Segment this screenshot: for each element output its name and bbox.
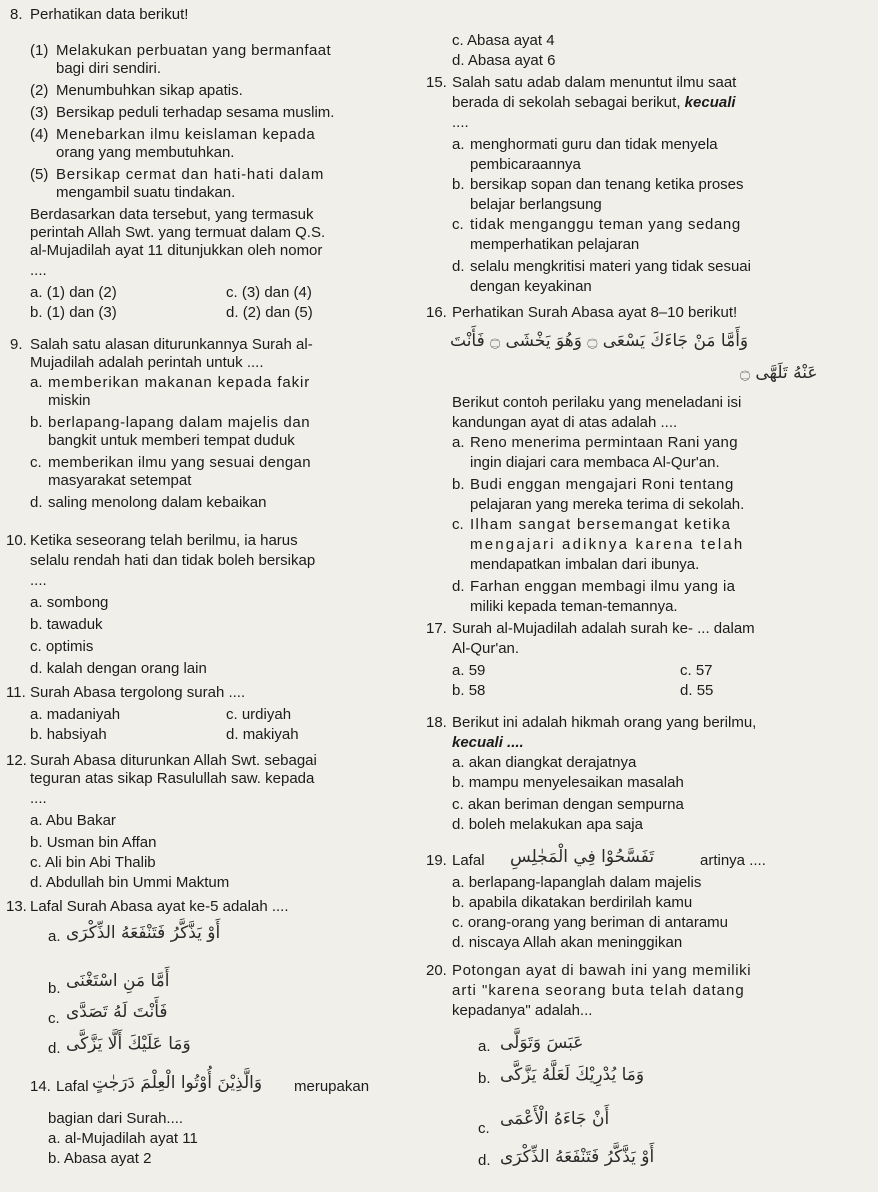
q16-option-c-2: mengajari adiknya karena telah xyxy=(470,536,745,553)
q10-option-b[interactable]: b. tawaduk xyxy=(30,616,103,633)
q16-option-a-letter[interactable]: a. xyxy=(452,434,465,451)
q8-option-c[interactable]: c. (3) dan (4) xyxy=(226,284,312,301)
q18-kecuali: kecuali .... xyxy=(452,734,524,751)
q15-option-d-letter[interactable]: d. xyxy=(452,258,465,275)
q16-arabic-line1: وَأَمَّا مَنْ جَاءَكَ يَسْعَى ۝ وَهُوَ يَخْشَى ۝ فَأَنْتَ xyxy=(450,331,749,351)
q14-suffix: merupakan xyxy=(294,1078,370,1095)
q15-option-a-2: pembicaraannya xyxy=(470,156,581,173)
q19-arabic: تَفَسَّحُوْا فِي الْمَجٰلِسِ xyxy=(510,847,655,867)
q14-option-a[interactable]: a. al-Mujadilah ayat 11 xyxy=(48,1130,198,1147)
q15-option-c-2: memperhatikan pelajaran xyxy=(470,236,640,253)
q16-option-b[interactable]: Budi enggan mengajari Roni tentang xyxy=(470,476,734,493)
q14-option-d[interactable]: d. Abasa ayat 6 xyxy=(452,52,556,69)
q13-option-b-arabic[interactable]: أَمَّا مَنِ اسْتَغْنَى xyxy=(66,971,170,991)
q10-number: 10. xyxy=(6,532,27,549)
q14-option-b[interactable]: b. Abasa ayat 2 xyxy=(48,1150,152,1167)
q17-option-c[interactable]: c. 57 xyxy=(680,662,713,679)
q11-stem: Surah Abasa tergolong surah .... xyxy=(30,684,246,701)
q18-option-c[interactable]: c. akan beriman dengan sempurna xyxy=(452,796,684,813)
q16-option-d[interactable]: Farhan enggan membagi ilmu yang ia xyxy=(470,578,736,595)
q18-number: 18. xyxy=(426,714,447,731)
q15-option-b-2: belajar berlangsung xyxy=(470,196,602,213)
q13-option-a-letter[interactable]: a. xyxy=(48,928,61,945)
q11-number: 11. xyxy=(6,684,26,701)
q15-option-b-letter[interactable]: b. xyxy=(452,176,465,193)
q13-option-c-arabic[interactable]: فَأَنْتَ لَهُ تَصَدَّى xyxy=(66,1002,168,1022)
q20-number: 20. xyxy=(426,962,447,979)
q16-option-d-letter[interactable]: d. xyxy=(452,578,465,595)
q20-option-a-letter[interactable]: a. xyxy=(478,1038,491,1055)
q10-stem-2: selalu rendah hati dan tidak boleh bersikap xyxy=(30,552,316,569)
q16-option-d-2: miliki kepada teman-temannya. xyxy=(470,598,678,615)
q14-line2: bagian dari Surah.... xyxy=(48,1110,184,1127)
q15-option-a[interactable]: menghormati guru dan tidak menyela xyxy=(470,136,718,153)
q9-stem-1: Salah satu alasan diturunkannya Surah al- xyxy=(30,336,313,353)
q20-option-b-arabic[interactable]: وَمَا يُدْرِيْكَ لَعَلَّهُ يَزَّكَّى xyxy=(500,1065,645,1085)
q11-option-b[interactable]: b. habsiyah xyxy=(30,726,107,743)
q18-option-a[interactable]: a. akan diangkat derajatnya xyxy=(452,754,637,771)
q13-option-a-arabic[interactable]: أَوْ يَذَّكَّرُ فَتَنْفَعَهُ الذِّكْرَى xyxy=(66,923,221,943)
q8-stem-2: perintah Allah Swt. yang termuat dalam Q.S. xyxy=(30,224,326,241)
q15-option-b[interactable]: bersikap sopan dan tenang ketika proses xyxy=(470,176,744,193)
q19-option-d[interactable]: d. niscaya Allah akan meninggikan xyxy=(452,934,683,951)
q10-stem-1: Ketika seseorang telah berilmu, ia harus xyxy=(30,532,298,549)
q12-stem-1: Surah Abasa diturunkan Allah Swt. sebagai xyxy=(30,752,317,769)
q16-option-b-letter[interactable]: b. xyxy=(452,476,465,493)
q20-stem-3: kepadanya" adalah... xyxy=(452,1002,593,1019)
q16-arabic-line2: عَنْهُ تَلَهَّى ۝ xyxy=(740,363,818,383)
q16-stem2-1: Berikut contoh perilaku yang meneladani isi xyxy=(452,394,742,411)
q8-item-3: Bersikap peduli terhadap sesama muslim. xyxy=(56,104,335,121)
q9-stem-2: Mujadilah adalah perintah untuk .... xyxy=(30,354,264,371)
q9-option-a-letter[interactable]: a. xyxy=(30,374,43,391)
q15-stem-2: berada di sekolah sebagai berikut, kecuali xyxy=(452,94,736,111)
q16-option-a[interactable]: Reno menerima permintaan Rani yang xyxy=(470,434,738,451)
q8-item-1: Melakukan perbuatan yang bermanfaat xyxy=(56,42,332,59)
q10-option-c[interactable]: c. optimis xyxy=(30,638,94,655)
q8-stem-1: Berdasarkan data tersebut, yang termasuk xyxy=(30,206,314,223)
q9-option-a-2: miskin xyxy=(48,392,91,409)
q9-option-c-2: masyarakat setempat xyxy=(48,472,192,489)
q17-option-d[interactable]: d. 55 xyxy=(680,682,714,699)
q20-option-c-letter[interactable]: c. xyxy=(478,1120,490,1137)
q9-option-d[interactable]: saling menolong dalam kebaikan xyxy=(48,494,267,511)
q19-number: 19. xyxy=(426,852,447,869)
q9-option-b-2: bangkit untuk memberi tempat duduk xyxy=(48,432,295,449)
q9-option-c[interactable]: memberikan ilmu yang sesuai dengan xyxy=(48,454,311,471)
q13-number: 13. xyxy=(6,898,27,915)
q8-item-3-num: (3) xyxy=(30,104,49,121)
q12-option-b[interactable]: b. Usman bin Affan xyxy=(30,834,157,851)
q15-dots: .... xyxy=(452,114,469,131)
q11-option-a[interactable]: a. madaniyah xyxy=(30,706,121,723)
q9-option-b-letter[interactable]: b. xyxy=(30,414,43,431)
q17-stem-1: Surah al-Mujadilah adalah surah ke- ... dalam xyxy=(452,620,755,637)
q8-item-1b: bagi diri sendiri. xyxy=(56,60,162,77)
q8-option-a[interactable]: a. (1) dan (2) xyxy=(30,284,117,301)
q8-stem-3: al-Mujadilah ayat 11 ditunjukkan oleh nomor xyxy=(30,242,323,259)
q13-option-c-letter[interactable]: c. xyxy=(48,1010,60,1027)
q8-item-4b: orang yang membutuhkan. xyxy=(56,144,235,161)
q16-stem: Perhatikan Surah Abasa ayat 8–10 berikut! xyxy=(452,304,738,321)
q12-option-c[interactable]: c. Ali bin Abi Thalib xyxy=(30,854,156,871)
q12-number: 12. xyxy=(6,752,27,769)
q8-option-d[interactable]: d. (2) dan (5) xyxy=(226,304,313,321)
q8-item-2: Menumbuhkan sikap apatis. xyxy=(56,82,243,99)
q13-option-b-letter[interactable]: b. xyxy=(48,980,61,997)
q8-item-5b: mengambil suatu tindakan. xyxy=(56,184,236,201)
q9-number: 9. xyxy=(10,336,23,353)
q11-option-c[interactable]: c. urdiyah xyxy=(226,706,292,723)
q20-option-d-letter[interactable]: d. xyxy=(478,1152,491,1169)
q9-option-d-letter[interactable]: d. xyxy=(30,494,43,511)
q17-stem-2: Al-Qur'an. xyxy=(452,640,520,657)
q13-option-d-arabic[interactable]: وَمَا عَلَيْكَ أَلَّا يَزَّكَّى xyxy=(66,1034,191,1054)
q8-item-5-num: (5) xyxy=(30,166,49,183)
q12-stem-2: teguran atas sikap Rasulullah saw. kepada xyxy=(30,770,315,787)
q16-option-c[interactable]: Ilham sangat bersemangat ketika xyxy=(470,516,732,533)
q15-option-d-2: dengan keyakinan xyxy=(470,278,592,295)
q19-option-a[interactable]: a. berlapang-lapanglah dalam majelis xyxy=(452,874,702,891)
q16-option-c-3: mendapatkan imbalan dari ibunya. xyxy=(470,556,700,573)
q9-option-a[interactable]: memberikan makanan kepada fakir xyxy=(48,374,311,391)
q17-option-a[interactable]: a. 59 xyxy=(452,662,486,679)
q12-option-d[interactable]: d. Abdullah bin Ummi Maktum xyxy=(30,874,230,891)
q20-stem-1: Potongan ayat di bawah ini yang memiliki xyxy=(452,962,752,979)
q12-option-a[interactable]: a. Abu Bakar xyxy=(30,812,116,829)
q16-option-a-2: ingin diajari cara membaca Al-Qur'an. xyxy=(470,454,720,471)
q15-stem-1: Salah satu adab dalam menuntut ilmu saat xyxy=(452,74,737,91)
q15-option-a-letter[interactable]: a. xyxy=(452,136,465,153)
q14-number: 14. xyxy=(30,1078,51,1095)
q8-item-4-num: (4) xyxy=(30,126,49,143)
q11-option-d[interactable]: d. makiyah xyxy=(226,726,299,743)
q19-option-c[interactable]: c. orang-orang yang beriman di antaramu xyxy=(452,914,728,931)
q19-option-b[interactable]: b. apabila dikatakan berdirilah kamu xyxy=(452,894,693,911)
q13-stem: Lafal Surah Abasa ayat ke-5 adalah .... xyxy=(30,898,289,915)
q13-option-d-letter[interactable]: d. xyxy=(48,1040,61,1057)
q14-option-c[interactable]: c. Abasa ayat 4 xyxy=(452,32,555,49)
q15-option-c[interactable]: tidak menganggu teman yang sedang xyxy=(470,216,741,233)
q12-stem-3: .... xyxy=(30,790,47,807)
q18-option-d[interactable]: d. boleh melakukan apa saja xyxy=(452,816,643,833)
q8-option-b[interactable]: b. (1) dan (3) xyxy=(30,304,117,321)
q20-option-d-arabic[interactable]: أَوْ يَذَّكَّرُ فَتَنْفَعَهُ الذِّكْرَى xyxy=(500,1147,655,1167)
q8-item-2-num: (2) xyxy=(30,82,49,99)
q19-prefix: Lafal xyxy=(452,852,485,869)
q8-item-4: Menebarkan ilmu keislaman kepada xyxy=(56,126,316,143)
q20-option-c-arabic[interactable]: أَنْ جَاءَهُ الْأَعْمَى xyxy=(500,1109,610,1129)
q16-option-b-2: pelajaran yang mereka terima di sekolah. xyxy=(470,496,745,513)
q19-suffix: artinya .... xyxy=(700,852,766,869)
q14-prefix: Lafal xyxy=(56,1078,89,1095)
q15-number: 15. xyxy=(426,74,447,91)
q8-title: Perhatikan data berikut! xyxy=(30,6,189,23)
q20-option-a-arabic[interactable]: عَبَسَ وَتَوَلَّى xyxy=(500,1033,584,1053)
q20-stem-2: arti "karena seorang buta telah datang xyxy=(452,982,745,999)
q17-number: 17. xyxy=(426,620,447,637)
q8-stem-4: .... xyxy=(30,262,47,279)
q18-stem: Berikut ini adalah hikmah orang yang berilmu, xyxy=(452,714,757,731)
q16-stem2-2: kandungan ayat di atas adalah .... xyxy=(452,414,678,431)
q15-kecuali: kecuali xyxy=(684,94,736,111)
q16-number: 16. xyxy=(426,304,447,321)
q9-option-b[interactable]: berlapang-lapang dalam majelis dan xyxy=(48,414,311,431)
q10-option-d[interactable]: d. kalah dengan orang lain xyxy=(30,660,207,677)
q8-item-1-num: (1) xyxy=(30,42,49,59)
q15-option-d[interactable]: selalu mengkritisi materi yang tidak sesuai xyxy=(470,258,751,275)
q8-item-5: Bersikap cermat dan hati-hati dalam xyxy=(56,166,325,183)
q17-option-b[interactable]: b. 58 xyxy=(452,682,486,699)
q15-option-c-letter[interactable]: c. xyxy=(452,216,464,233)
q10-stem-3: .... xyxy=(30,572,47,589)
q10-option-a[interactable]: a. sombong xyxy=(30,594,109,611)
q14-arabic: وَالَّذِيْنَ أُوْتُوا الْعِلْمَ دَرَجٰتٍ xyxy=(92,1073,263,1093)
q16-option-c-letter[interactable]: c. xyxy=(452,516,464,533)
q20-option-b-letter[interactable]: b. xyxy=(478,1070,491,1087)
q18-option-b[interactable]: b. mampu menyelesaikan masalah xyxy=(452,774,684,791)
q9-option-c-letter[interactable]: c. xyxy=(30,454,42,471)
q8-number: 8. xyxy=(10,6,23,23)
